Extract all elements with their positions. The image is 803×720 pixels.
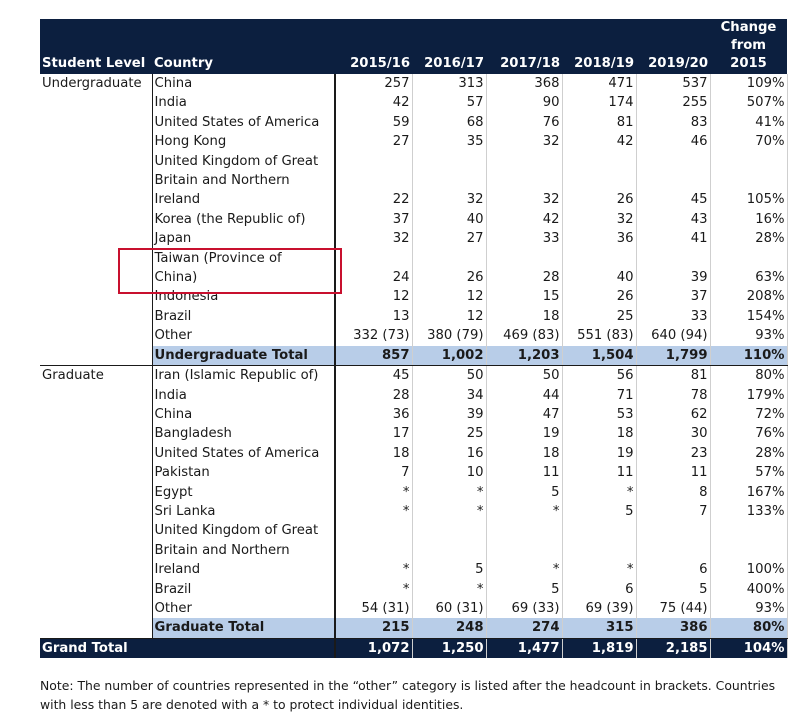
country-cell: Other [152,599,335,618]
value-cell: 46 [636,132,710,151]
value-cell [486,541,562,560]
value-cell: 32 [562,210,636,229]
value-cell: 81 [636,366,710,386]
value-cell: 26 [562,190,636,209]
country-cell: Britain and Northern [152,541,335,560]
value-cell: 10 [412,463,486,482]
value-cell: 34 [412,386,486,405]
value-cell: 62 [636,405,710,424]
value-cell: 69 (39) [562,599,636,618]
value-cell: 257 [335,74,412,93]
country-cell: Brazil [152,580,335,599]
change-cell: 167% [710,483,787,502]
change-cell: 72% [710,405,787,424]
table-row [40,210,787,229]
country-cell: Ireland [152,190,335,209]
student-level-cell [40,210,152,229]
table-row [40,560,787,579]
country-cell: Ireland [152,560,335,579]
table-row [40,386,787,405]
change-cell: 80% [710,366,787,386]
value-cell: 255 [636,93,710,112]
student-level-cell: Graduate [40,366,152,386]
value-cell [335,171,412,190]
student-level-cell [40,113,152,132]
student-level-cell [40,444,152,463]
value-cell: 59 [335,113,412,132]
value-cell: * [486,560,562,579]
value-cell [335,152,412,171]
value-cell: 5 [486,483,562,502]
subtotal-row [40,618,787,638]
student-level-cell: Undergraduate [40,74,152,93]
subtotal-value: 1,504 [562,346,636,366]
value-cell [562,152,636,171]
value-cell: 32 [486,190,562,209]
table-row [40,502,787,521]
value-cell: 41 [636,229,710,248]
value-cell: 36 [335,405,412,424]
value-cell: 53 [562,405,636,424]
value-cell [636,521,710,540]
change-cell [710,249,787,268]
table-row [40,521,787,540]
student-level-cell [40,599,152,618]
value-cell: 83 [636,113,710,132]
table-row [40,444,787,463]
subtotal-value: 1,002 [412,346,486,366]
value-cell: 18 [486,307,562,326]
country-cell: Egypt [152,483,335,502]
value-cell: 11 [636,463,710,482]
table-row [40,326,787,345]
grand-total-change: 104% [710,638,787,658]
subtotal-value: 857 [335,346,412,366]
value-cell: 69 (33) [486,599,562,618]
student-level-cell [40,287,152,306]
value-cell: 5 [562,502,636,521]
value-cell: 5 [486,580,562,599]
value-cell: 36 [562,229,636,248]
header-year: 2016/17 [412,19,486,74]
student-level-cell [40,93,152,112]
value-cell: 42 [335,93,412,112]
student-level-cell [40,171,152,190]
value-cell: * [412,580,486,599]
country-cell: Hong Kong [152,132,335,151]
value-cell [486,521,562,540]
country-cell: China [152,74,335,93]
value-cell: * [412,483,486,502]
change-cell: 154% [710,307,787,326]
grand-total-value: 1,072 [335,638,412,658]
country-cell: Other [152,326,335,345]
grand-total-blank [152,638,335,658]
student-level-cell [40,618,152,638]
value-cell: * [562,483,636,502]
value-cell: 56 [562,366,636,386]
value-cell: 39 [412,405,486,424]
value-cell [412,521,486,540]
value-cell: 28 [335,386,412,405]
country-cell: China [152,405,335,424]
change-cell [710,171,787,190]
value-cell [486,249,562,268]
country-cell: Sri Lanka [152,502,335,521]
header-change-line: Change [720,20,777,35]
value-cell: 76 [486,113,562,132]
value-cell: 469 (83) [486,326,562,345]
enrollment-table [40,19,788,658]
value-cell: 19 [562,444,636,463]
change-cell: 28% [710,444,787,463]
value-cell: 16 [412,444,486,463]
value-cell [636,171,710,190]
change-cell: 28% [710,229,787,248]
value-cell: 37 [636,287,710,306]
value-cell: 27 [412,229,486,248]
value-cell: 44 [486,386,562,405]
value-cell: 18 [562,424,636,443]
country-cell: United States of America [152,113,335,132]
value-cell: 174 [562,93,636,112]
value-cell: 71 [562,386,636,405]
student-level-cell [40,249,152,268]
subtotal-value: 1,799 [636,346,710,366]
value-cell: 33 [486,229,562,248]
value-cell [636,152,710,171]
student-level-cell [40,405,152,424]
country-cell: India [152,93,335,112]
value-cell: 24 [335,268,412,287]
value-cell: 45 [636,190,710,209]
subtotal-change: 110% [710,346,787,366]
value-cell: 50 [412,366,486,386]
subtotal-value: 215 [335,618,412,638]
table-row [40,366,787,386]
value-cell: 90 [486,93,562,112]
value-cell: 537 [636,74,710,93]
value-cell [636,249,710,268]
value-cell: 43 [636,210,710,229]
header-change-line: 2015 [730,56,767,71]
student-level-cell [40,521,152,540]
country-cell: Brazil [152,307,335,326]
student-level-cell [40,190,152,209]
subtotal-value: 1,203 [486,346,562,366]
country-cell: China) [152,268,335,287]
change-cell: 70% [710,132,787,151]
change-cell: 100% [710,560,787,579]
value-cell: 45 [335,366,412,386]
student-level-cell [40,132,152,151]
student-level-cell [40,268,152,287]
student-level-cell [40,307,152,326]
value-cell: 32 [412,190,486,209]
value-cell: 5 [636,580,710,599]
value-cell: 40 [562,268,636,287]
student-level-cell [40,152,152,171]
subtotal-row [40,346,787,366]
grand-total-value: 2,185 [636,638,710,658]
value-cell: 551 (83) [562,326,636,345]
value-cell: 7 [335,463,412,482]
header-change [710,19,787,74]
value-cell: 81 [562,113,636,132]
table-row [40,74,787,93]
table-row [40,287,787,306]
value-cell [562,521,636,540]
table-row [40,132,787,151]
value-cell: 368 [486,74,562,93]
table-row [40,424,787,443]
country-cell: Taiwan (Province of [152,249,335,268]
grand-total-value: 1,250 [412,638,486,658]
header-year: 2019/20 [636,19,710,74]
table-row [40,229,787,248]
header-year: 2017/18 [486,19,562,74]
value-cell: 471 [562,74,636,93]
value-cell: 380 (79) [412,326,486,345]
country-cell: United Kingdom of Great [152,521,335,540]
value-cell: 11 [562,463,636,482]
header-student-level: Student Level [40,19,152,74]
value-cell: 54 (31) [335,599,412,618]
header-change-line: from [730,38,767,53]
header-year: 2018/19 [562,19,636,74]
value-cell: 640 (94) [636,326,710,345]
value-cell [412,171,486,190]
value-cell: 19 [486,424,562,443]
value-cell: 78 [636,386,710,405]
change-cell [710,521,787,540]
change-cell: 179% [710,386,787,405]
subtotal-value: 315 [562,618,636,638]
footnote: Note: The number of countries represented in the “other” category is listed after the headcount in brackets. Countries with less than 5 are denoted with a * to protect individual identities. [40,678,776,712]
country-cell: Pakistan [152,463,335,482]
student-level-cell [40,483,152,502]
value-cell: 7 [636,502,710,521]
student-level-cell [40,386,152,405]
change-cell: 76% [710,424,787,443]
grand-total-value: 1,819 [562,638,636,658]
value-cell [486,152,562,171]
student-level-cell [40,560,152,579]
value-cell: * [486,502,562,521]
subtotal-value: 386 [636,618,710,638]
table-row [40,249,787,268]
value-cell: * [335,502,412,521]
country-cell: India [152,386,335,405]
value-cell: 6 [562,580,636,599]
country-cell: Indonesia [152,287,335,306]
value-cell [636,541,710,560]
value-cell: 15 [486,287,562,306]
value-cell: 18 [486,444,562,463]
table-row [40,268,787,287]
table-row [40,307,787,326]
value-cell [412,249,486,268]
value-cell [412,541,486,560]
table-body [40,74,787,658]
value-cell: 35 [412,132,486,151]
value-cell: 8 [636,483,710,502]
student-level-cell [40,463,152,482]
value-cell [412,152,486,171]
value-cell [486,171,562,190]
change-cell [710,541,787,560]
grand-total-label: Grand Total [40,638,152,658]
value-cell [562,249,636,268]
value-cell: 12 [412,287,486,306]
student-level-cell [40,541,152,560]
value-cell [562,171,636,190]
subtotal-value: 274 [486,618,562,638]
value-cell: 42 [486,210,562,229]
value-cell: 22 [335,190,412,209]
table-row [40,405,787,424]
value-cell [562,541,636,560]
value-cell: 332 (73) [335,326,412,345]
header-row [40,19,787,74]
value-cell: 28 [486,268,562,287]
student-level-cell [40,326,152,345]
country-cell: United States of America [152,444,335,463]
value-cell: 313 [412,74,486,93]
value-cell: 6 [636,560,710,579]
change-cell: 507% [710,93,787,112]
grand-total-row [40,638,787,658]
value-cell: 32 [335,229,412,248]
value-cell: 39 [636,268,710,287]
value-cell: * [335,560,412,579]
table-row [40,463,787,482]
value-cell: * [412,502,486,521]
value-cell: 5 [412,560,486,579]
value-cell [335,249,412,268]
value-cell: 40 [412,210,486,229]
table-row [40,541,787,560]
change-cell: 208% [710,287,787,306]
change-cell: 400% [710,580,787,599]
header-country: Country [152,19,335,74]
header-year: 2015/16 [335,19,412,74]
value-cell: 42 [562,132,636,151]
country-cell: Iran (Islamic Republic of) [152,366,335,386]
value-cell: 25 [412,424,486,443]
value-cell: 32 [486,132,562,151]
value-cell: 75 (44) [636,599,710,618]
country-cell: Japan [152,229,335,248]
value-cell [335,541,412,560]
table-row [40,580,787,599]
value-cell: 12 [335,287,412,306]
value-cell: 26 [562,287,636,306]
student-level-cell [40,580,152,599]
change-cell: 109% [710,74,787,93]
change-cell: 105% [710,190,787,209]
change-cell [710,152,787,171]
country-cell: Britain and Northern [152,171,335,190]
change-cell: 93% [710,599,787,618]
subtotal-label: Undergraduate Total [152,346,335,366]
value-cell: 33 [636,307,710,326]
value-cell: 26 [412,268,486,287]
value-cell: 17 [335,424,412,443]
grand-total-value: 1,477 [486,638,562,658]
value-cell: 30 [636,424,710,443]
value-cell: * [562,560,636,579]
table-row [40,152,787,171]
change-cell: 133% [710,502,787,521]
table-row [40,113,787,132]
student-level-cell [40,229,152,248]
table-row [40,599,787,618]
value-cell: 18 [335,444,412,463]
change-cell: 41% [710,113,787,132]
value-cell: 50 [486,366,562,386]
subtotal-value: 248 [412,618,486,638]
change-cell: 16% [710,210,787,229]
value-cell: 12 [412,307,486,326]
value-cell: * [335,580,412,599]
country-cell: Korea (the Republic of) [152,210,335,229]
value-cell: 57 [412,93,486,112]
table-row [40,483,787,502]
table-row [40,171,787,190]
value-cell: 60 (31) [412,599,486,618]
value-cell: 25 [562,307,636,326]
subtotal-change: 80% [710,618,787,638]
value-cell: * [335,483,412,502]
value-cell: 13 [335,307,412,326]
value-cell: 68 [412,113,486,132]
subtotal-label: Graduate Total [152,618,335,638]
change-cell: 93% [710,326,787,345]
student-level-cell [40,424,152,443]
student-level-cell [40,346,152,366]
change-cell: 57% [710,463,787,482]
value-cell: 27 [335,132,412,151]
value-cell: 37 [335,210,412,229]
country-cell: Bangladesh [152,424,335,443]
country-cell: United Kingdom of Great [152,152,335,171]
student-level-cell [40,502,152,521]
table-row [40,190,787,209]
value-cell: 23 [636,444,710,463]
value-cell [335,521,412,540]
value-cell: 11 [486,463,562,482]
change-cell: 63% [710,268,787,287]
table-row [40,93,787,112]
value-cell: 47 [486,405,562,424]
